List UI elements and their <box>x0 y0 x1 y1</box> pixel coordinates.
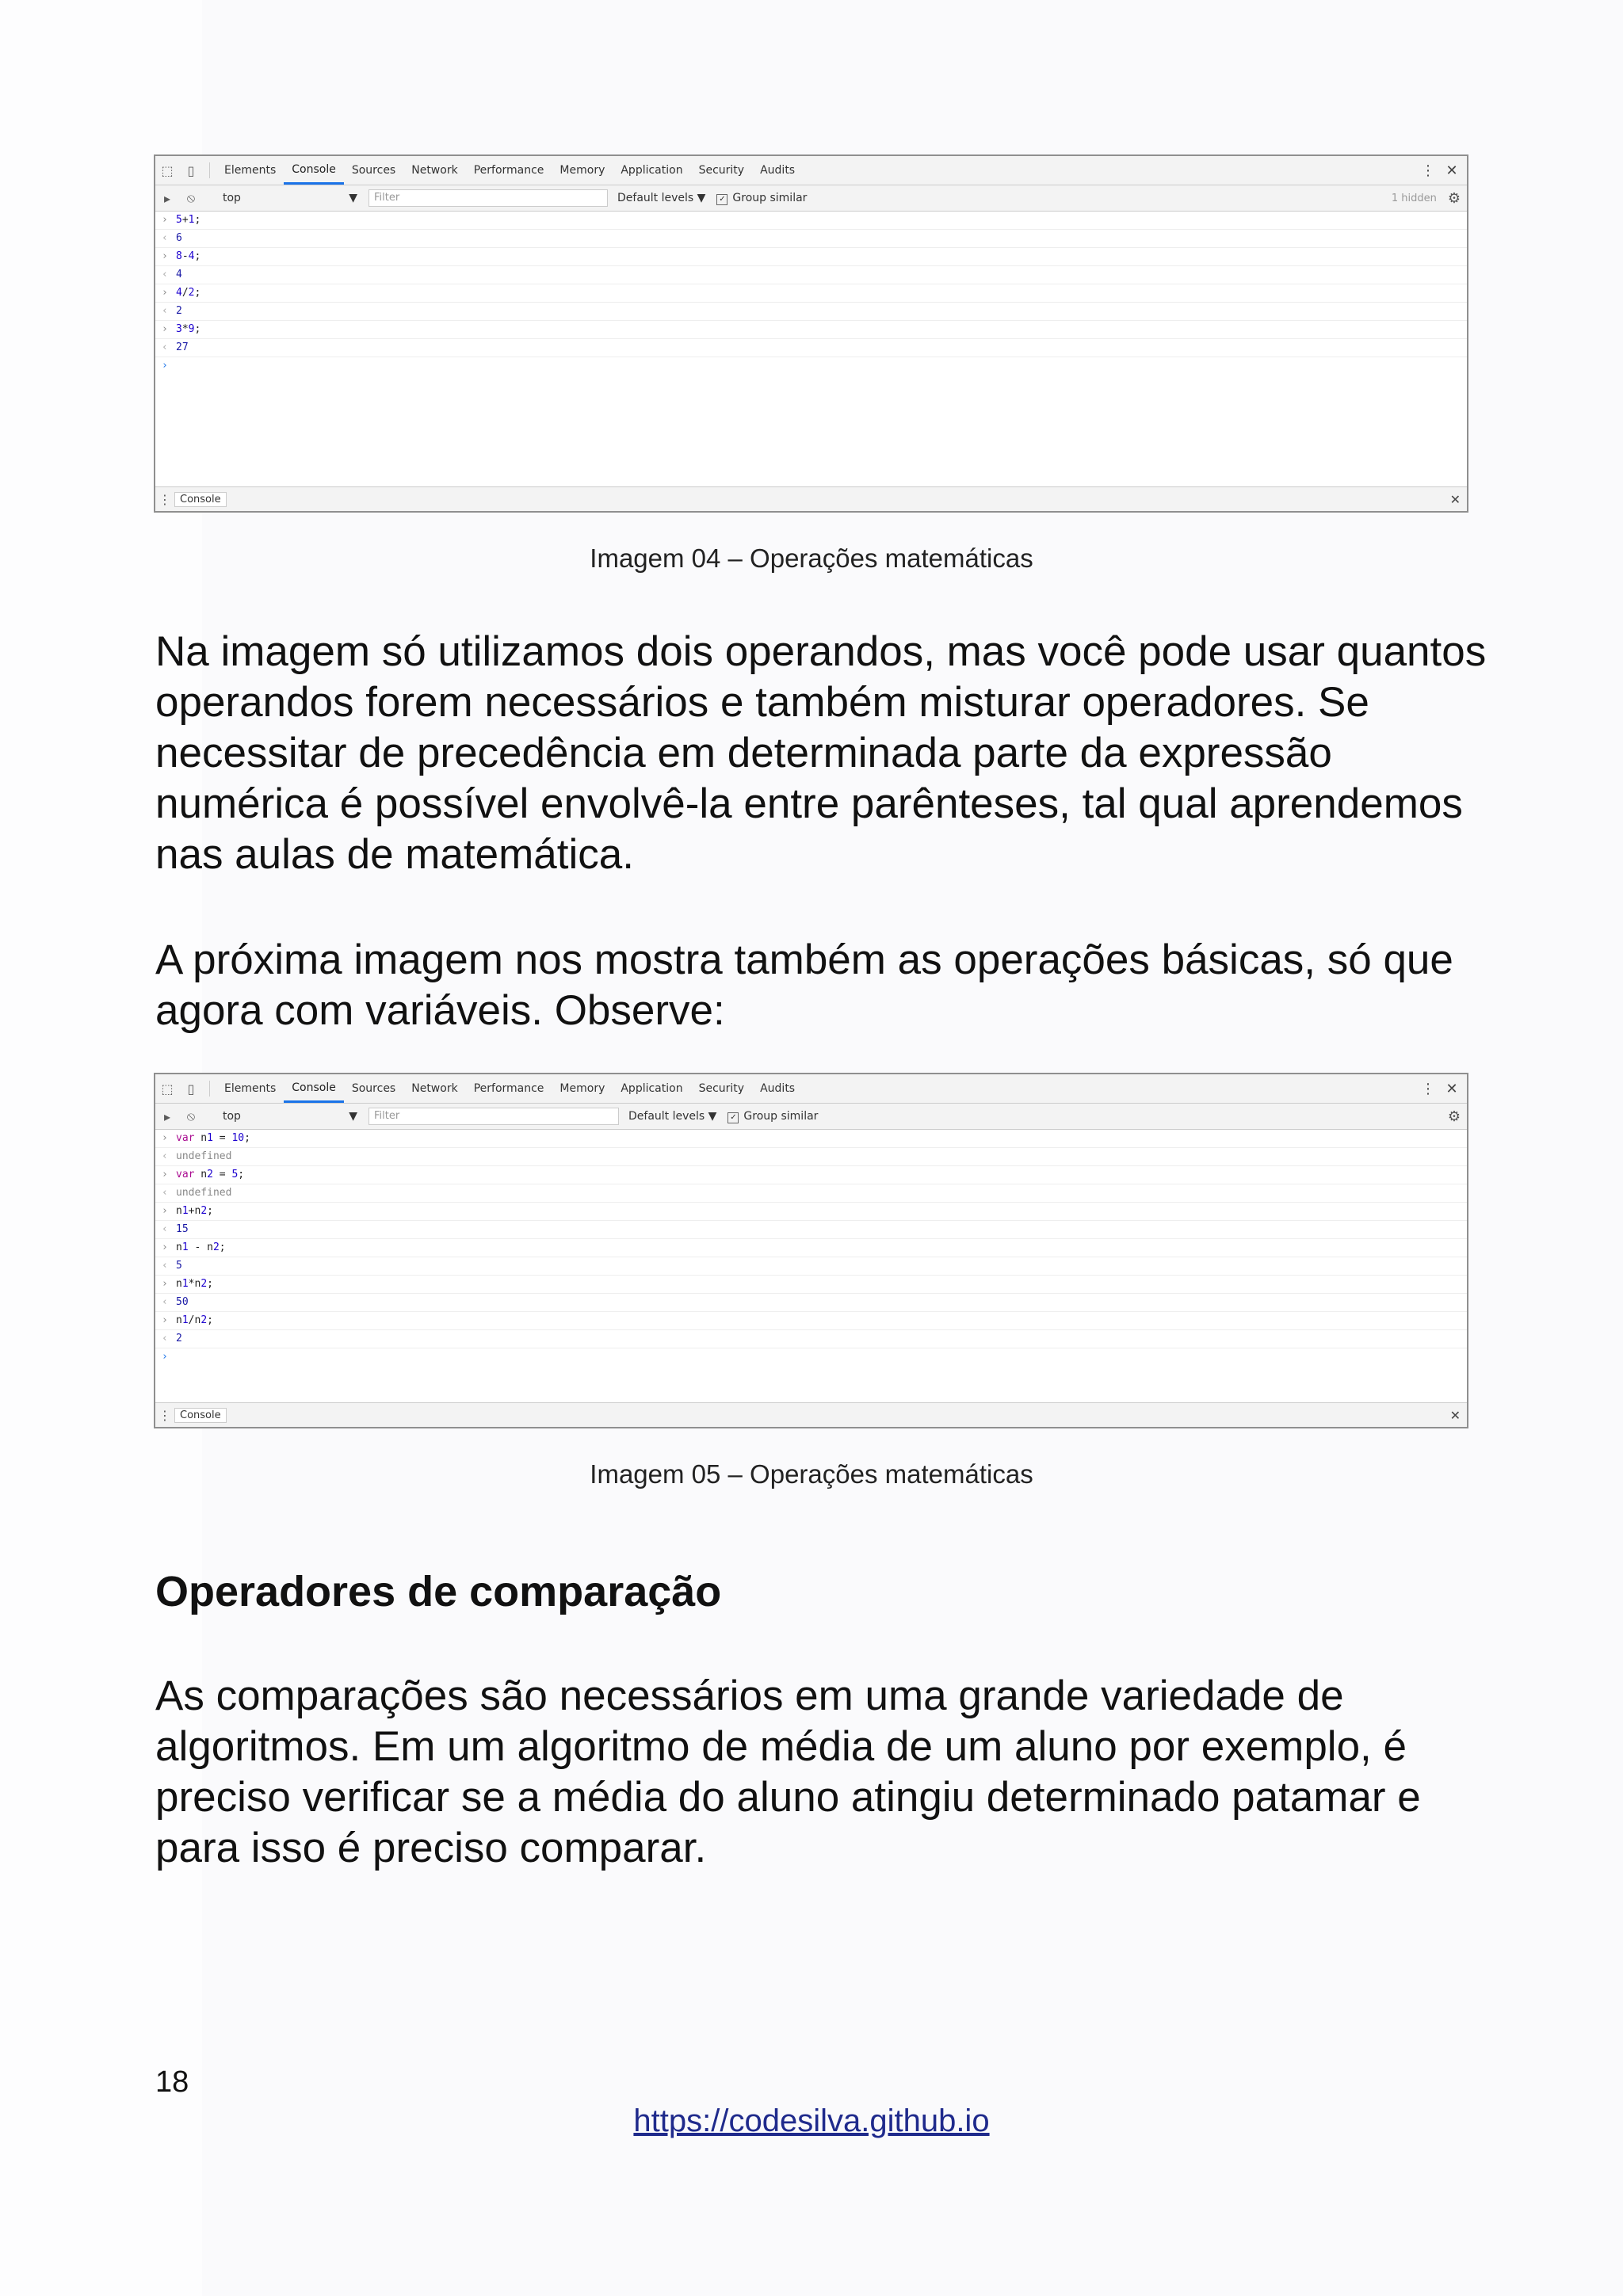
output-arrow-icon: ‹ <box>162 1333 168 1344</box>
output-arrow-icon: ‹ <box>162 1150 168 1162</box>
tab-memory[interactable]: Memory <box>559 1082 605 1095</box>
console-output-line <box>155 1294 1467 1312</box>
console-text: 2 <box>176 305 182 317</box>
tab-elements[interactable]: Elements <box>224 164 277 177</box>
console-output-line <box>155 1184 1467 1203</box>
tab-console[interactable]: Console <box>284 1074 344 1103</box>
chevron-down-icon: ▼ <box>349 192 357 204</box>
checkmark-icon: ✓ <box>716 194 727 205</box>
tab-memory[interactable]: Memory <box>559 164 605 177</box>
console-prompt[interactable] <box>155 1348 1467 1366</box>
drawer-bar <box>155 1402 1467 1427</box>
footer-link[interactable]: https://codesilva.github.io <box>633 2103 990 2138</box>
console-input-line <box>155 1130 1467 1148</box>
show-sidebar-icon[interactable]: ▸ <box>163 190 171 206</box>
group-similar-label: Group similar <box>743 1109 819 1123</box>
input-chevron-icon: › <box>162 1241 168 1253</box>
output-arrow-icon: ‹ <box>162 1296 168 1308</box>
console-input-line <box>155 1312 1467 1330</box>
console-input-line <box>155 321 1467 339</box>
input-chevron-icon: › <box>162 250 168 262</box>
tab-sources[interactable]: Sources <box>351 1082 396 1095</box>
console-prompt[interactable] <box>155 357 1467 375</box>
devtools-screenshot-2 <box>154 1073 1468 1428</box>
device-toolbar-icon[interactable]: ▯ <box>187 162 195 178</box>
filter-input[interactable]: Filter <box>369 1108 619 1125</box>
chevron-down-icon: ▼ <box>349 1110 357 1123</box>
gear-icon[interactable]: ⚙ <box>1447 189 1461 207</box>
figure-caption: Imagem 05 – Operações matemáticas <box>590 1459 1033 1489</box>
console-text: 50 <box>176 1296 189 1308</box>
inspect-element-icon[interactable]: ⬚ <box>161 1081 174 1097</box>
group-similar-checkbox[interactable] <box>727 1110 818 1123</box>
drawer-tab-console[interactable]: Console <box>174 492 227 507</box>
more-options-icon[interactable]: ⋮ <box>1421 1080 1435 1097</box>
paragraph: Na imagem só utilizamos dois operandos, mas você pode usar quantos operandos forem necessários e também misturar operadores. Se necessitar de precedência em determinada parte da expressão numérica é possível envolvê-la entre parênteses, tal qual aprendemos nas aulas de matemática. <box>155 628 1487 878</box>
drawer-menu-icon[interactable]: ⋮ <box>158 1407 171 1423</box>
tab-security[interactable]: Security <box>698 164 745 177</box>
output-arrow-icon: ‹ <box>162 232 168 244</box>
console-input-line <box>155 1166 1467 1184</box>
console-output-line <box>155 230 1467 248</box>
input-chevron-icon: › <box>162 214 168 226</box>
tab-sources[interactable]: Sources <box>351 164 396 177</box>
devtools-tabs <box>216 156 803 185</box>
close-drawer-icon[interactable]: ✕ <box>1449 491 1461 507</box>
clear-console-icon[interactable]: ⦸ <box>186 1108 196 1123</box>
output-arrow-icon: ‹ <box>162 1260 168 1272</box>
tab-audits[interactable]: Audits <box>760 164 796 177</box>
show-sidebar-icon[interactable]: ▸ <box>163 1108 171 1124</box>
console-input-line <box>155 212 1467 230</box>
context-label: top <box>223 192 241 204</box>
gear-icon[interactable]: ⚙ <box>1447 1108 1461 1125</box>
console-text: n1 - n2; <box>176 1241 226 1253</box>
divider <box>209 162 210 178</box>
paragraph: As comparações são necessários em uma grande variedade de algoritmos. Em um algoritmo de média de um aluno por exemplo, é preciso verificar se a média do aluno atingiu determinado patamar e para isso é preciso comparar. <box>155 1672 1421 1871</box>
toolbar-right <box>1437 1104 1461 1129</box>
console-text: undefined <box>176 1187 232 1199</box>
context-selector[interactable] <box>216 1110 364 1123</box>
filter-input[interactable]: Filter <box>369 189 608 207</box>
input-chevron-icon: › <box>162 1132 168 1144</box>
close-drawer-icon[interactable]: ✕ <box>1449 1407 1461 1423</box>
console-output-line <box>155 266 1467 284</box>
more-options-icon[interactable]: ⋮ <box>1421 162 1435 179</box>
devtools-tabs <box>216 1074 803 1103</box>
drawer-bar <box>155 486 1467 511</box>
tab-performance[interactable]: Performance <box>473 1082 544 1095</box>
prompt-chevron-icon: › <box>162 360 168 372</box>
console-output-line <box>155 1257 1467 1276</box>
console-text: 6 <box>176 232 182 244</box>
console-toolbar <box>155 185 1467 212</box>
tab-network[interactable]: Network <box>411 164 458 177</box>
console-text: 5 <box>176 1260 182 1272</box>
context-label: top <box>223 1110 241 1123</box>
console-text: 15 <box>176 1223 189 1235</box>
output-arrow-icon: ‹ <box>162 269 168 280</box>
tab-network[interactable]: Network <box>411 1082 458 1095</box>
tab-elements[interactable]: Elements <box>224 1082 277 1095</box>
console-output-line <box>155 1148 1467 1166</box>
console-output-line <box>155 303 1467 321</box>
devtools-tab-bar <box>155 1074 1467 1104</box>
console-text: var n2 = 5; <box>176 1169 245 1180</box>
console-input-line <box>155 248 1467 266</box>
console-input-line <box>155 1239 1467 1257</box>
console-text: var n1 = 10; <box>176 1132 250 1144</box>
drawer-menu-icon[interactable]: ⋮ <box>158 491 171 507</box>
page-number: 18 <box>155 2065 189 2099</box>
output-arrow-icon: ‹ <box>162 1223 168 1235</box>
output-arrow-icon: ‹ <box>162 341 168 353</box>
input-chevron-icon: › <box>162 1169 168 1180</box>
hidden-count: 1 hidden <box>1391 192 1437 204</box>
console-text: 2 <box>176 1333 182 1344</box>
console-output-line <box>155 1221 1467 1239</box>
checkmark-icon: ✓ <box>727 1112 739 1123</box>
console-text: n1*n2; <box>176 1278 213 1290</box>
inspect-element-icon[interactable]: ⬚ <box>161 162 174 178</box>
input-chevron-icon: › <box>162 1205 168 1217</box>
console-text: n1+n2; <box>176 1205 213 1217</box>
devtools-screenshot-1 <box>154 154 1468 513</box>
close-icon[interactable]: ✕ <box>1445 1080 1458 1097</box>
console-text: n1/n2; <box>176 1314 213 1326</box>
input-chevron-icon: › <box>162 1278 168 1290</box>
figure-caption: Imagem 04 – Operações matemáticas <box>590 543 1033 573</box>
console-input-line <box>155 1203 1467 1221</box>
prompt-chevron-icon: › <box>162 1351 168 1363</box>
console-text: 5+1; <box>176 214 201 226</box>
console-output <box>155 1130 1467 1366</box>
console-text: 4/2; <box>176 287 201 299</box>
tab-console[interactable]: Console <box>284 156 344 185</box>
devtools-tab-bar <box>155 156 1467 185</box>
console-text: undefined <box>176 1150 232 1162</box>
tab-application[interactable]: Application <box>621 1082 683 1095</box>
tab-security[interactable]: Security <box>698 1082 745 1095</box>
drawer-tab-console[interactable]: Console <box>174 1408 227 1423</box>
console-output <box>155 212 1467 375</box>
input-chevron-icon: › <box>162 323 168 335</box>
divider <box>209 1081 210 1097</box>
console-text: 8-4; <box>176 250 201 262</box>
input-chevron-icon: › <box>162 1314 168 1326</box>
output-arrow-icon: ‹ <box>162 305 168 317</box>
paragraph: A próxima imagem nos mostra também as operações básicas, só que agora com variáveis. Observe: <box>155 936 1453 1034</box>
log-levels-dropdown[interactable]: Default levels ▼ <box>617 192 706 204</box>
console-output-line <box>155 339 1467 357</box>
output-arrow-icon: ‹ <box>162 1187 168 1199</box>
console-output-line <box>155 1330 1467 1348</box>
tab-application[interactable]: Application <box>621 164 683 177</box>
clear-console-icon[interactable]: ⦸ <box>186 190 196 205</box>
console-text: 27 <box>176 341 189 353</box>
group-similar-label: Group similar <box>732 191 808 204</box>
group-similar-checkbox[interactable] <box>716 192 807 205</box>
console-toolbar <box>155 1104 1467 1130</box>
tab-performance[interactable]: Performance <box>473 164 544 177</box>
log-levels-dropdown[interactable]: Default levels ▼ <box>628 1110 717 1123</box>
toolbar-right <box>1392 185 1461 211</box>
devtools-window-controls <box>1416 1074 1464 1103</box>
section-heading: Operadores de comparação <box>155 1568 722 1615</box>
device-toolbar-icon[interactable]: ▯ <box>187 1081 195 1097</box>
context-selector[interactable] <box>216 192 364 204</box>
devtools-window-controls <box>1416 156 1464 185</box>
close-icon[interactable]: ✕ <box>1445 162 1458 179</box>
console-text: 4 <box>176 269 182 280</box>
tab-audits[interactable]: Audits <box>760 1082 796 1095</box>
input-chevron-icon: › <box>162 287 168 299</box>
console-text: 3*9; <box>176 323 201 335</box>
console-input-line <box>155 1276 1467 1294</box>
console-input-line <box>155 284 1467 303</box>
